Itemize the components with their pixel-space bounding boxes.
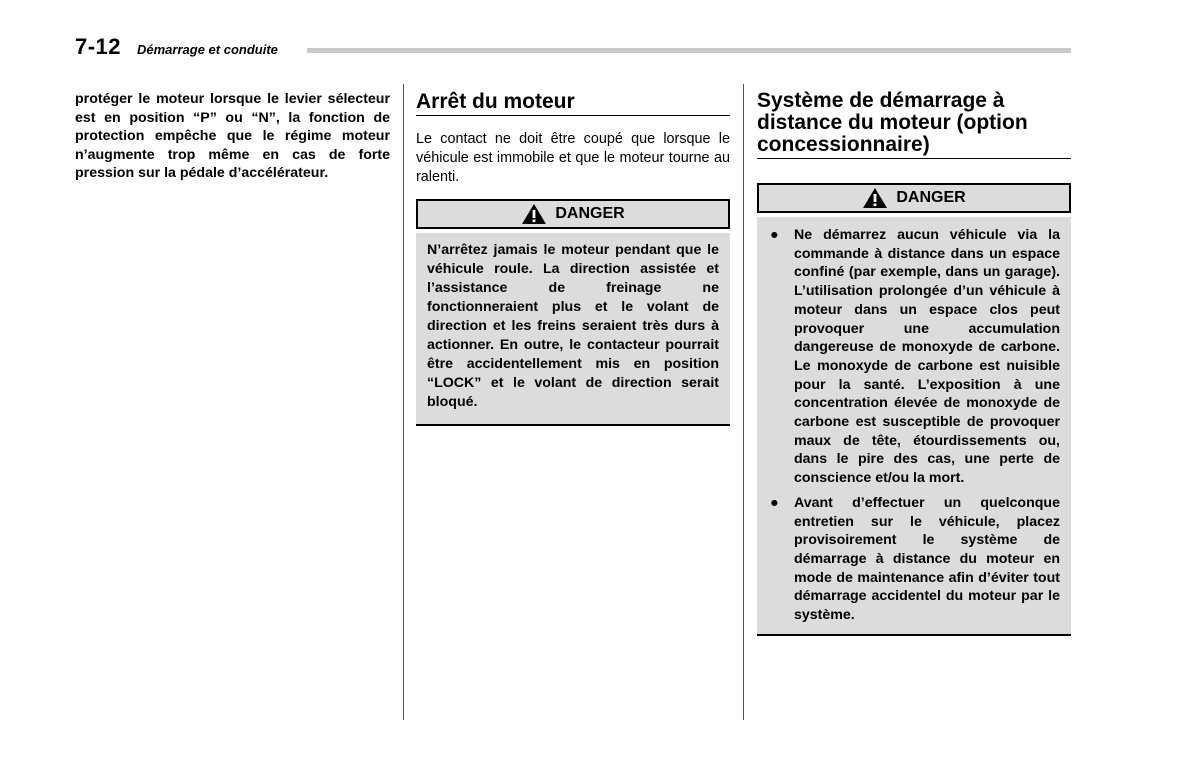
column-divider-2: [743, 84, 744, 720]
danger-bullet-text: Avant d’effectuer un quelconque entretien sur le véhicule, placez provisoirement le système de démarrage à distance du moteur en mode de maintenance afin d’éviter tout démarrage accidentel du moteur par le système.: [794, 494, 1060, 624]
engine-stop-body: [416, 130, 730, 186]
column-left: [75, 90, 390, 183]
danger-box: [416, 233, 730, 426]
danger-header: [416, 199, 730, 229]
heading-engine-stop: Arrêt du moteur: [416, 91, 730, 116]
list-item: [768, 494, 1060, 625]
list-item: [768, 226, 1060, 488]
column-divider-1: [403, 84, 404, 720]
engine-stop-text: Le contact ne doit être coupé que lorsque le véhicule est immobile et que le moteur tourne au ralenti.: [416, 131, 730, 185]
header-rule: [307, 48, 1071, 53]
bullet-icon: ●: [770, 494, 779, 511]
column-middle: [416, 90, 730, 426]
bullet-icon: ●: [770, 227, 779, 243]
column-right: [757, 90, 1071, 636]
heading-remote-start: Système de démarrage à distance du moteur (option concessionnaire): [757, 90, 1071, 159]
page-number: 7-12: [75, 34, 122, 59]
continued-paragraph: protéger le moteur lorsque le levier sélecteur est en position “P” ou “N”, la fonction de protection empêche que le régime moteur n’augmente trop même en cas de forte pression sur la pédale d’accélérateur.: [75, 91, 390, 182]
danger-label: DANGER: [555, 205, 625, 223]
warning-triangle-icon: [862, 187, 888, 209]
warning-triangle-icon: [521, 203, 547, 225]
danger-bullet-text: Ne démarrez aucun véhicule via la commande à distance dans un espace confiné (par exemple, dans un garage). L’utilisation prolongée d’un véhicule à moteur dans un espace clos peut provoquer une accumulation dangereuse de monoxyde de carbone. Le monoxyde de carbone est nuisible pour la santé. L’exposition à une concentration élevée de monoxyde de carbone est susceptible de provoquer maux de tête, étourdissements ou, dans le pire des cas, une perte de conscience et/ou la mort.: [794, 227, 1060, 487]
danger-box: [757, 217, 1071, 636]
danger-text: N’arrêtez jamais le moteur pendant que le véhicule roule. La direction assistée et l’assistance de freinage ne fonctionneraient plus et le volant de direction et les freins seraient très durs à actionner. En outre, le contacteur pourrait être accidentellement mis en position “LOCK” et le volant de direction serait bloqué.: [427, 242, 719, 411]
page-header: [75, 34, 1071, 58]
section-title: Démarrage et conduite: [137, 42, 278, 57]
danger-label: DANGER: [896, 189, 966, 206]
danger-header: [757, 183, 1071, 213]
